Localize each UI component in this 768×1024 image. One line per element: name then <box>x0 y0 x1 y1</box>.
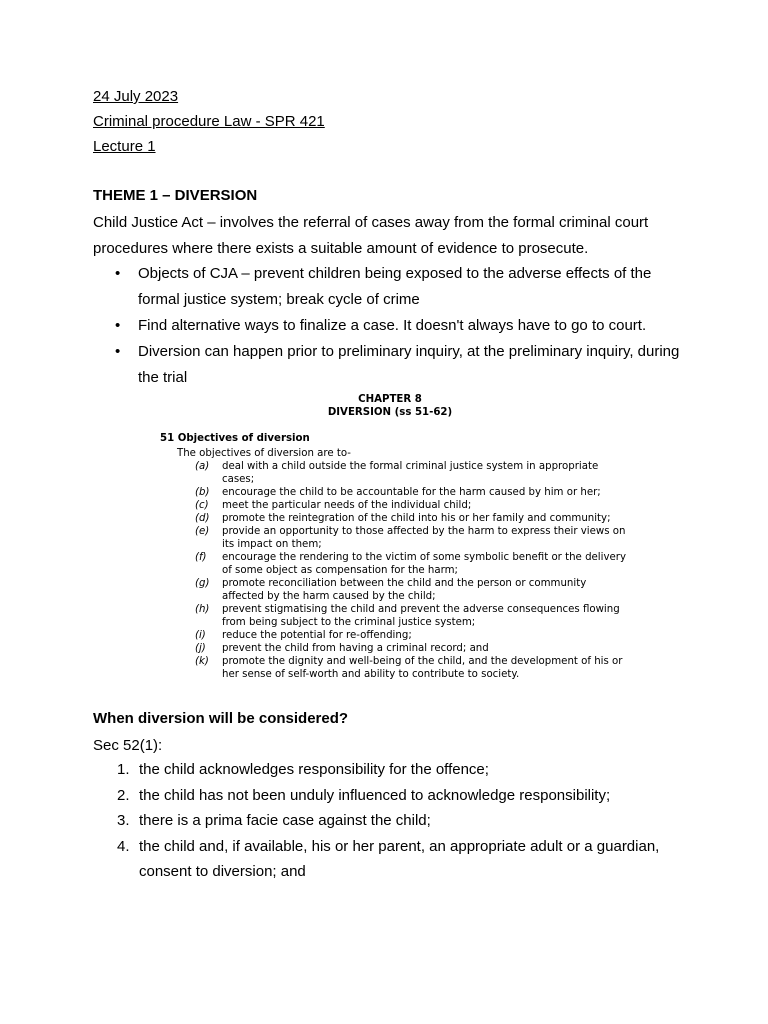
objective-item <box>160 629 630 642</box>
numbered-item <box>93 808 683 834</box>
numbered-list <box>93 757 683 885</box>
item-text: the child has not been unduly influenced to acknowledge responsibility; <box>139 786 611 804</box>
bullet-item <box>93 339 683 391</box>
bullet-text: Find alternative ways to finalize a case. It doesn't always have to go to court. <box>138 317 647 334</box>
objective-text: encourage the rendering to the victim of some symbolic benefit or the delivery of some object as compensation for the harm; <box>222 552 626 576</box>
numbered-item <box>93 757 683 783</box>
section-intro: The objectives of diversion are to- <box>177 448 351 459</box>
objective-text: prevent the child from having a criminal record; and <box>222 643 489 654</box>
item-number: 1. <box>117 761 130 778</box>
numbered-item <box>93 783 683 809</box>
objective-letter: (k) <box>195 656 209 667</box>
objective-item <box>160 603 630 629</box>
objective-item <box>160 486 630 499</box>
objective-letter: (b) <box>195 487 210 498</box>
lecture-heading: Lecture 1 <box>93 138 156 155</box>
bullet-item <box>93 261 683 313</box>
objective-text: provide an opportunity to those affected by the harm to express their views on its impact on them; <box>222 526 626 550</box>
objective-text: promote reconciliation between the child and the person or community affected by the harm caused by the child; <box>222 578 587 602</box>
bullet-list <box>93 261 683 391</box>
course-heading: Criminal procedure Law - SPR 421 <box>93 113 325 130</box>
objective-letter: (c) <box>195 500 209 511</box>
objective-item <box>160 551 630 577</box>
objective-item <box>160 577 630 603</box>
item-text: the child and, if available, his or her parent, an appropriate adult or a guardian, consent to diversion; and <box>139 837 660 880</box>
section-heading: 51 Objectives of diversion <box>160 433 310 444</box>
item-number: 3. <box>117 812 130 829</box>
question-heading: When diversion will be considered? <box>93 710 349 727</box>
objective-letter: (f) <box>195 552 207 563</box>
bullet-dot-icon: • <box>115 317 121 334</box>
objective-letter: (a) <box>195 461 210 472</box>
objective-letter: (j) <box>195 643 206 654</box>
objective-item <box>160 642 630 655</box>
objective-item <box>160 512 630 525</box>
objective-item <box>160 499 630 512</box>
item-text: there is a prima facie case against the child; <box>139 812 431 829</box>
intro-paragraph: Child Justice Act – involves the referral of cases away from the formal criminal court procedures where there exists a suitable amount of evidence to prosecute. <box>93 214 649 257</box>
objective-text: promote the dignity and well-being of the child, and the development of his or her sense of self-worth and ability to contribute to society. <box>222 656 623 680</box>
objective-text: meet the particular needs of the individual child; <box>222 500 472 511</box>
objective-item <box>160 525 630 551</box>
date-heading: 24 July 2023 <box>93 88 179 105</box>
bullet-text: Objects of CJA – prevent children being exposed to the adverse effects of the formal justice system; break cycle of crime <box>138 265 652 308</box>
numbered-item <box>93 834 683 885</box>
item-number: 2. <box>117 786 130 804</box>
objective-text: encourage the child to be accountable for the harm caused by him or her; <box>222 487 601 498</box>
section-reference: Sec 52(1): <box>93 737 163 754</box>
objective-letter: (d) <box>195 513 210 524</box>
chapter-number: CHAPTER 8 <box>358 394 422 405</box>
objective-text: reduce the potential for re-offending; <box>222 630 412 641</box>
bullet-item <box>93 313 683 339</box>
theme-title: THEME 1 – DIVERSION <box>93 187 258 204</box>
objective-text: deal with a child outside the formal criminal justice system in appropriate cases; <box>222 461 599 485</box>
objective-letter: (e) <box>195 526 210 537</box>
bullet-dot-icon: • <box>115 265 121 282</box>
item-number: 4. <box>117 837 130 855</box>
objectives-list <box>160 460 630 681</box>
bullet-dot-icon: • <box>115 343 121 360</box>
chapter-title: DIVERSION (ss 51-62) <box>327 407 453 418</box>
objective-text: promote the reintegration of the child into his or her family and community; <box>222 513 611 524</box>
bullet-text: Diversion can happen prior to preliminary inquiry, at the preliminary inquiry, during the trial <box>138 343 680 386</box>
objective-letter: (i) <box>195 630 206 641</box>
statute-excerpt <box>160 393 630 681</box>
item-text: the child acknowledges responsibility for the offence; <box>139 761 489 778</box>
objective-letter: (g) <box>195 578 210 589</box>
objective-text: prevent stigmatising the child and prevent the adverse consequences flowing from being subject to the criminal justice system; <box>222 604 620 628</box>
objective-item <box>160 655 630 681</box>
objective-item <box>160 460 630 486</box>
objective-letter: (h) <box>195 604 210 615</box>
